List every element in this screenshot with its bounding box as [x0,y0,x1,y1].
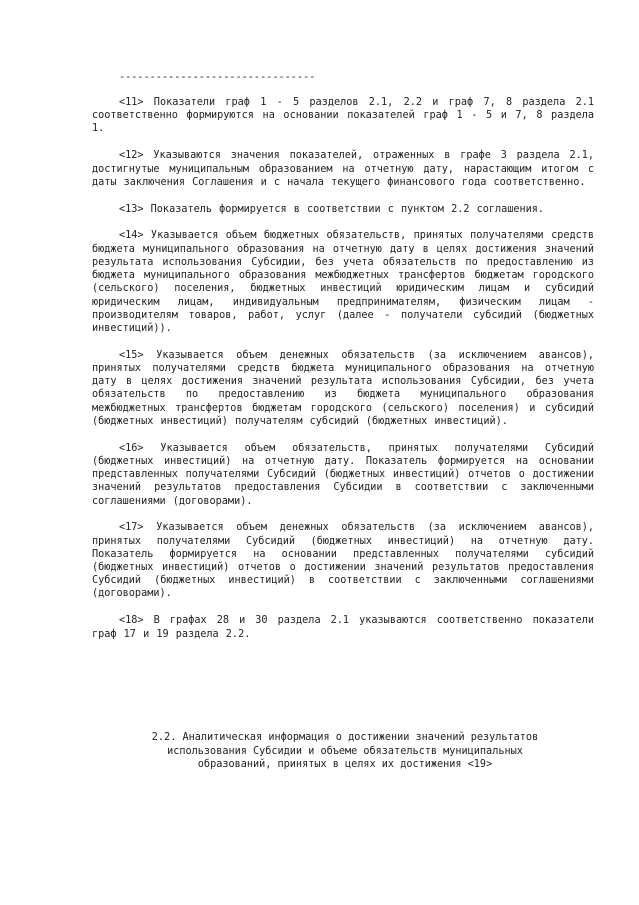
section-heading-line: образований, принятых в целях их достижения <19> [197,759,493,771]
footnote-15: <15> Указывается объем денежных обязательств (за исключением авансов), принятых получателями средств бюджета муниципального образования на отчетную дату в целях достижения значений результата использования Субсидии, без учета обязательств по предоставлению из бюджета муниципального образования межбюджетных трансфертов бюджетам городского (сельского) поселения) и субсидий (бюджетных инвестиций) получателям субсидий (бюджетных инвестиций). [92,349,594,427]
footnote-14: <14> Указывается объем бюджетных обязательств, принятых получателями средств бюджета муниципального образования на отчетную дату в целях достижения значений результата использования Субсидии, без учета обязательств по предоставлению из бюджета муниципального образования межбюджетных трансфертов бюджетам городского (сельского) поселения, бюджетных инвестиций юридическим лицам и субсидий юридическим лицам, индивидуальным предпринимателям, физическим лицам - производителям товаров, работ, услуг (далее - получатели субсидий (бюджетных инвестиций)). [92,230,594,334]
footnote-11: <11> Показатели граф 1 - 5 разделов 2.1, 2.2 и граф 7, 8 раздела 2.1 соответственно формируются на основании показателей граф 1 - 5 и 7, 8 раздела 1. [92,97,594,135]
footnote-12: <12> Указываются значения показателей, отраженных в графе 3 раздела 2.1, достигнутые муниципальным образованием на отчетную дату, нарастающим итогом с даты заключения Соглашения и с начала текущего финансового года соответственно. [92,150,594,188]
footnote-16: <16> Указывается объем обязательств, принятых получателями Субсидий (бюджетных инвестиций) на отчетную дату. Показатель формируется на основании представленных получателями Субсидий (бюджетных инвестиций) отчетов о достижении значений результатов предоставления Субсидии в соответствии с заключенными соглашениями (договорами). [92,442,594,507]
footnote-17: <17> Указывается объем денежных обязательств (за исключением авансов), принятых получателями Субсидий (бюджетных инвестиций) на отчетную дату. Показатель формируется на основании представленных получателями субсидий (бюджетных инвестиций) отчетов о достижении значений результатов предоставления Субсидий (бюджетных инвестиций) в соответствии с заключенными соглашениями (договорами). [92,522,594,600]
footnote-separator: -------------------------------- [119,72,316,83]
footnotes-list [92,96,594,654]
section-heading-line: использования Субсидии и объеме обязательств муниципальных [167,745,523,757]
footnote-18: <18> В графах 28 и 30 раздела 2.1 указываются соответственно показатели граф 17 и 19 раздела 2.2. [92,615,594,640]
section-heading [110,731,580,772]
footnote-13: <13> Показатель формируется в соответствии с пунктом 2.2 соглашения. [119,203,545,215]
section-heading-line: 2.2. Аналитическая информация о достижении значений результатов [151,732,539,743]
